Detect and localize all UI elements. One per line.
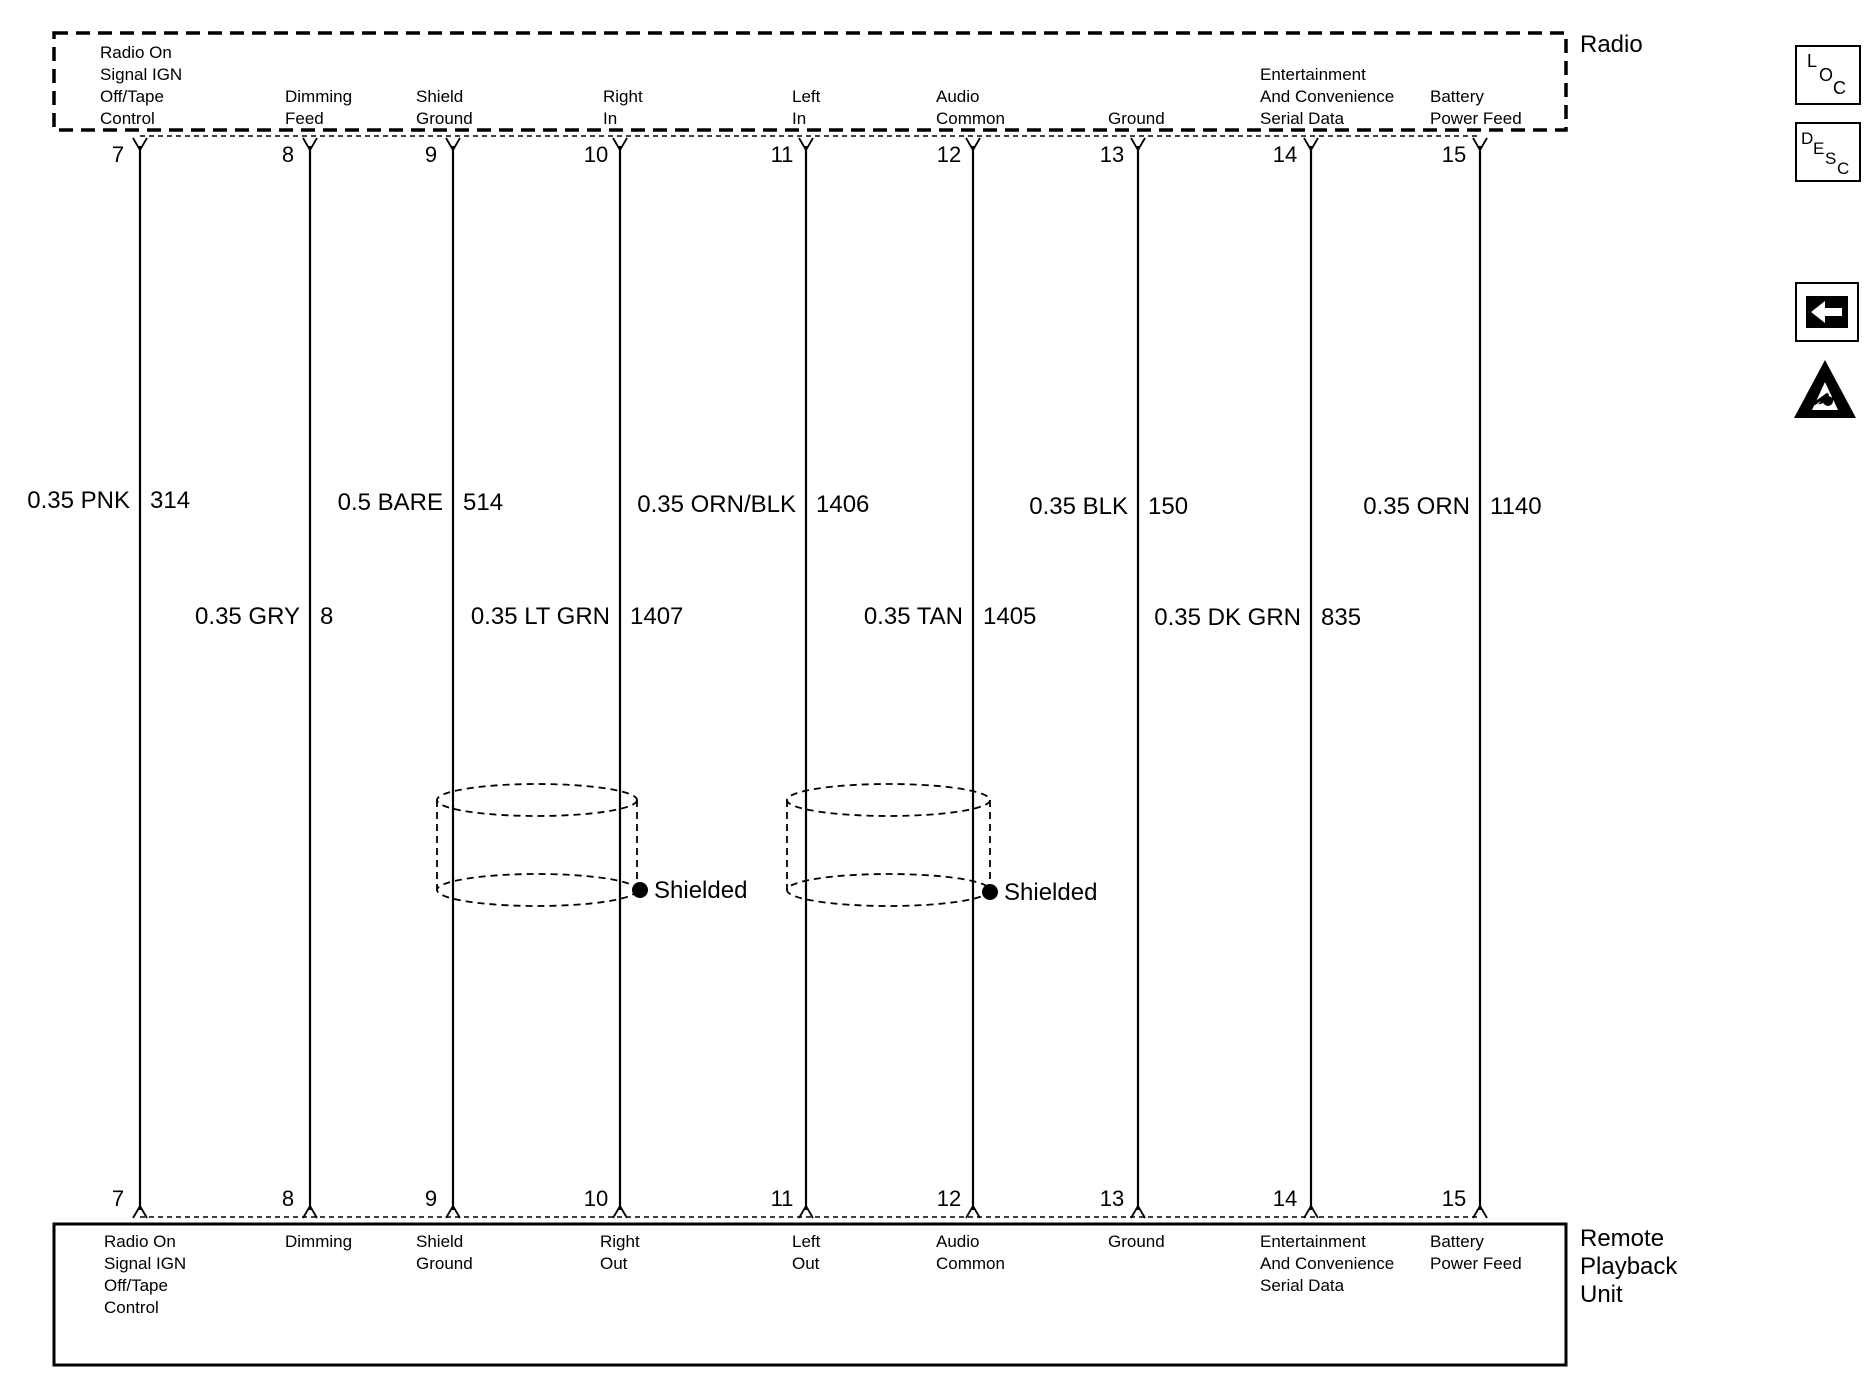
top-pin-function-label: Entertainment: [1260, 65, 1366, 84]
bottom-pin-function-label: Shield: [416, 1232, 464, 1251]
remote-playback-unit-name: Playback: [1580, 1253, 1678, 1280]
top-pin-function-label: Off/Tape: [100, 87, 164, 106]
wire-color-label: 0.35 BLK: [1029, 493, 1128, 520]
circuit-number-label: 1407: [630, 603, 684, 630]
top-pin-number: 7: [111, 142, 125, 167]
shielded-label: Shielded: [1004, 879, 1098, 906]
top-pin-number: 11: [770, 142, 794, 167]
shield-bottom-ellipse: [787, 874, 990, 906]
bottom-pin-number: 7: [111, 1186, 125, 1211]
top-pin-function-label: Power Feed: [1430, 109, 1522, 128]
shielded-label: Shielded: [654, 877, 748, 904]
top-pin-function-label: Serial Data: [1260, 109, 1345, 128]
shield-drain-dot: [632, 882, 648, 898]
wire-color-label: 0.35 TAN: [863, 603, 963, 630]
shield-top-ellipse: [437, 784, 637, 816]
loc-letter-3: C: [1833, 78, 1846, 98]
top-pin-function-label: Dimming: [285, 87, 353, 106]
bottom-pin-function-label: And Convenience: [1260, 1254, 1395, 1273]
bottom-pin-number: 12: [936, 1186, 962, 1211]
bottom-pin-number: 15: [1441, 1186, 1467, 1211]
circuit-number-label: 150: [1148, 493, 1189, 520]
loc-letter-2: O: [1819, 65, 1834, 85]
wire-color-label: 0.35 ORN: [1363, 493, 1470, 520]
bottom-pin-function-label: Dimming: [285, 1232, 353, 1251]
bottom-pin-function-label: Right: [600, 1232, 640, 1251]
bottom-pin-function-label: Serial Data: [1260, 1276, 1345, 1295]
desc-letter-1: D: [1801, 129, 1814, 148]
bottom-pin-function-label: Ground: [1108, 1232, 1165, 1251]
bottom-pin-function-label: Ground: [416, 1254, 473, 1273]
top-pin-function-label: Audio: [936, 87, 980, 106]
wire-color-label: 0.35 ORN/BLK: [637, 491, 796, 518]
top-pin-function-label: Left: [792, 87, 821, 106]
top-pin-function-label: Ground: [1108, 109, 1165, 128]
shield-bottom-ellipse: [437, 874, 637, 906]
bottom-pin-function-label: Control: [104, 1298, 159, 1317]
bottom-pin-function-label: Entertainment: [1260, 1232, 1366, 1251]
circuit-number-label: 835: [1321, 604, 1362, 631]
top-pin-number: 14: [1272, 142, 1298, 167]
top-pin-number: 8: [281, 142, 295, 167]
loc-button[interactable]: [1795, 45, 1861, 105]
wire-color-label: 0.35 DK GRN: [1154, 604, 1301, 631]
top-pin-function-label: Right: [603, 87, 643, 106]
circuit-number-label: 1140: [1490, 493, 1542, 520]
top-pin-function-label: Common: [936, 109, 1005, 128]
loc-icon: [1797, 47, 1859, 103]
loc-letter-1: L: [1807, 51, 1818, 71]
bottom-pin-function-label: Off/Tape: [104, 1276, 168, 1295]
top-pin-function-label: And Convenience: [1260, 87, 1395, 106]
left-arrow-icon: [1797, 284, 1857, 340]
desc-letter-4: C: [1837, 159, 1850, 178]
circuit-number-label: 8: [320, 603, 334, 630]
circuit-number-label: 1406: [816, 491, 870, 518]
top-pin-function-label: Battery: [1430, 87, 1484, 106]
bottom-pin-number: 13: [1099, 1186, 1125, 1211]
desc-button[interactable]: [1795, 122, 1861, 182]
shield-drain-dot: [982, 884, 998, 900]
top-pin-number: 10: [583, 142, 609, 167]
top-pin-function-label: Feed: [285, 109, 324, 128]
bottom-pin-number: 11: [770, 1186, 794, 1211]
top-pin-function-label: Signal IGN: [100, 65, 183, 84]
wire-color-label: 0.5 BARE: [337, 489, 443, 516]
bottom-pin-number: 8: [281, 1186, 295, 1211]
bottom-pin-function-label: Out: [792, 1254, 820, 1273]
top-pin-number: 15: [1441, 142, 1467, 167]
top-pin-function-label: In: [792, 109, 807, 128]
wire-color-label: 0.35 GRY: [195, 603, 300, 630]
remote-playback-unit-name: Remote: [1580, 1225, 1665, 1252]
wire-color-label: 0.35 PNK: [27, 487, 130, 514]
shield-top-ellipse: [787, 784, 990, 816]
circuit-number-label: 514: [463, 489, 504, 516]
top-pin-function-label: Shield: [416, 87, 464, 106]
desc-icon: [1797, 124, 1859, 180]
top-pin-function-label: Radio On: [100, 43, 172, 62]
bottom-pin-number: 14: [1272, 1186, 1298, 1211]
top-pin-function-label: Ground: [416, 109, 473, 128]
radio-component-name: Radio: [1580, 31, 1643, 58]
bottom-pin-number: 10: [583, 1186, 609, 1211]
bottom-pin-function-label: Left: [792, 1232, 821, 1251]
bottom-pin-function-label: Power Feed: [1430, 1254, 1522, 1273]
remote-playback-unit-name: Unit: [1580, 1281, 1623, 1308]
circuit-number-label: 1405: [983, 603, 1037, 630]
bottom-pin-function-label: Radio On: [104, 1232, 176, 1251]
bottom-pin-function-label: Audio: [936, 1232, 980, 1251]
esd-warning-icon: [1792, 358, 1858, 420]
top-pin-function-label: In: [603, 109, 618, 128]
back-button[interactable]: [1795, 282, 1859, 342]
top-pin-function-label: Control: [100, 109, 155, 128]
wire-color-label: 0.35 LT GRN: [470, 603, 610, 630]
top-pin-number: 13: [1099, 142, 1125, 167]
top-pin-number: 12: [936, 142, 962, 167]
top-pin-number: 9: [424, 142, 438, 167]
circuit-number-label: 314: [150, 487, 191, 514]
bottom-pin-function-label: Out: [600, 1254, 628, 1273]
bottom-pin-function-label: Battery: [1430, 1232, 1484, 1251]
desc-letter-2: E: [1813, 139, 1825, 158]
bottom-pin-function-label: Common: [936, 1254, 1005, 1273]
bottom-pin-function-label: Signal IGN: [104, 1254, 187, 1273]
desc-letter-3: S: [1825, 149, 1837, 168]
bottom-pin-number: 9: [424, 1186, 438, 1211]
